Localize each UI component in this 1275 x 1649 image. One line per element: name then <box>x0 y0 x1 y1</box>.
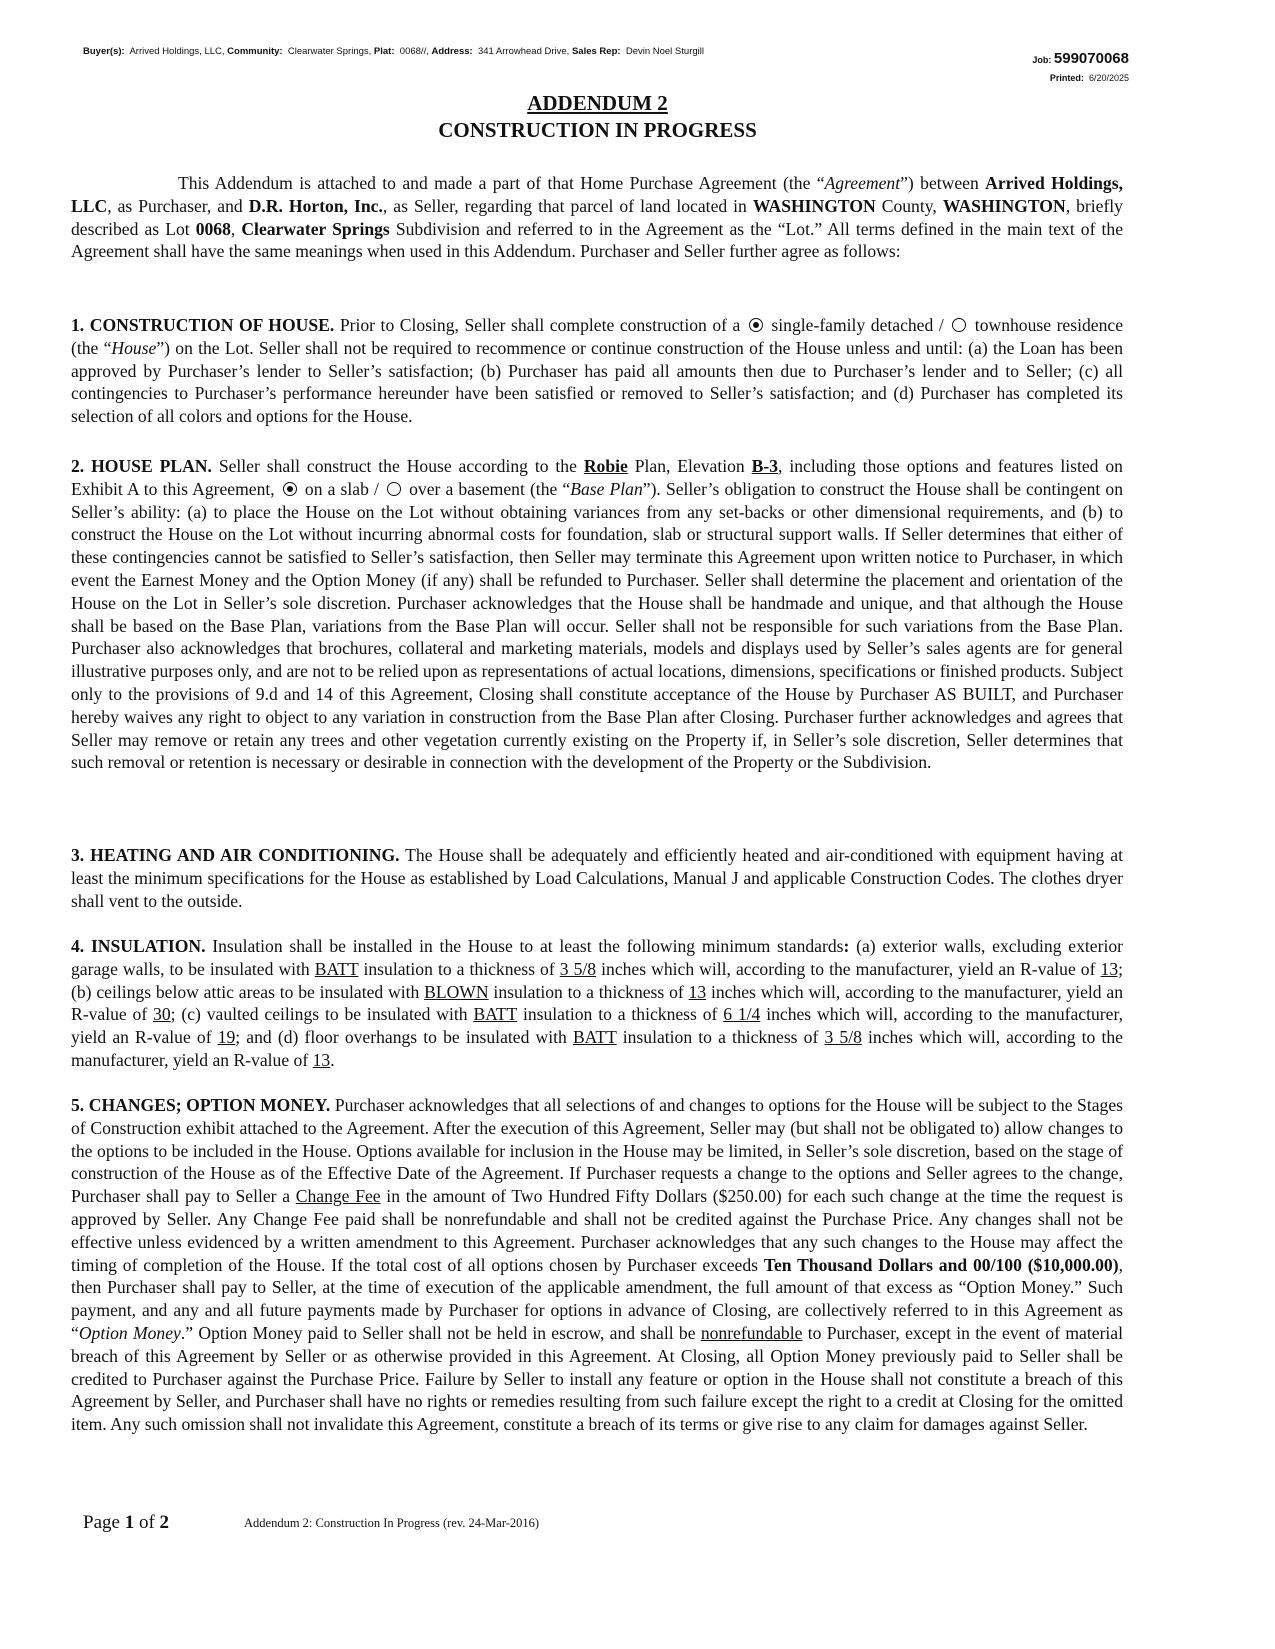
text-run: insulation to a thickness of <box>616 1027 825 1048</box>
text-run: Base Plan <box>570 478 643 499</box>
page-number <box>83 1512 169 1534</box>
text-run: Option Money <box>78 1322 181 1343</box>
text-run: Seller shall construct the House according to the <box>211 456 584 476</box>
text-run: 13; <box>1100 958 1123 979</box>
page-prefix: Page <box>83 1512 125 1533</box>
text-run: D.R. Horton, Inc. <box>248 195 383 216</box>
text-run: House <box>111 337 157 358</box>
text-run: single-family detached / <box>765 315 950 335</box>
page-total: 2 <box>159 1512 170 1533</box>
text-run: 5. CHANGES; OPTION MONEY. <box>71 1095 331 1115</box>
text-run: ; (c) vaulted ceilings to be insulated with <box>170 1004 474 1025</box>
text-run: . <box>330 1049 335 1070</box>
text-run: Insulation shall be installed in the House to at least the following minimum standards <box>205 936 844 956</box>
text-run: The House shall be adequately and efficiently heated and air-conditioned with equipment having at least the minimum specifications for the House as established by Load Calculations, Manual J and applicable Construction Codes. The clothes dryer shall vent to the outside. <box>71 845 1123 911</box>
text-run: .” Option Money paid to Seller shall not be held in escrow, and shall be <box>180 1322 701 1343</box>
job-number <box>1032 50 1129 67</box>
radio-unselected-icon <box>387 482 401 496</box>
text-run: 30 <box>153 1004 171 1025</box>
sales-rep-value: Devin Noel Sturgill <box>625 46 704 57</box>
address-value: 341 Arrowhead Drive, <box>477 46 570 57</box>
job-value: 599070068 <box>1053 50 1129 67</box>
header-info <box>83 46 704 57</box>
text-run: nonrefundable <box>700 1322 803 1343</box>
text-run: , then Purchaser shall pay to Seller, at the time of execution of the applicable amendment, the full amount of that excess as “Option Money.” Such payment, and any and all future payments made by Purchaser for options in advance of Closing, are collectively referred to in this Agreement as “ <box>71 1254 1123 1343</box>
document-title: ADDENDUM 2 <box>527 91 668 115</box>
paragraph-insulation <box>71 935 1123 1072</box>
text-run: inches which will, according to the manufacturer, yield an R-value of <box>71 1027 1123 1070</box>
text-run: insulation to a thickness of <box>358 958 560 979</box>
text-run: BLOWN <box>424 981 489 1002</box>
text-run: on a slab / <box>299 478 384 499</box>
form-revision: Addendum 2: Construction In Progress (rev. 24-Mar-2016) <box>244 1516 540 1530</box>
text-run: This Addendum is attached to and made a part of that Home Purchase Agreement (the “ <box>178 173 825 193</box>
text-run: Subdivision and referred to in the Agreement as the “Lot.” All terms defined in the main text of the Agreement shall have the same meanings when used in this Addendum. Purchaser and Seller further agree as follows: <box>71 218 1124 262</box>
printed-value: 6/20/2025 <box>1088 73 1129 83</box>
text-run: in the amount of Two Hundred Fifty Dollars ($250.00) for each such change at the time the request is approved by Seller. Any Change Fee paid shall be nonrefundable and shall not be credited against the Purchase Price. Any changes shall not be effective unless evidenced by a written amendment to this Agreement. Purchaser acknowledges that any such changes to the House may affect the timing of completion of the House. If the total cost of all options chosen by Purchaser exceeds <box>71 1186 1124 1275</box>
radio-unselected-icon <box>952 318 966 332</box>
text-run: 3 5/8 <box>824 1027 862 1048</box>
text-run: to Purchaser, except in the event of material breach of this Agreement by Seller or as otherwise provided in this Agreement. At Closing, all Option Money previously paid to Seller shall be credited to Purchaser against the Purchase Price. Failure by Seller to install any feature or option in the House shall not constitute a breach of this Agreement by Seller, and Purchaser shall have no rights or remedies resulting from such failure except the right to a credit at Closing for the omitted item. Any such omission shall not invalidate this Agreement, constitute a breach of its terms or give rise to any claim for damages against Seller. <box>71 1322 1124 1435</box>
text-run: Prior to Closing, Seller shall complete construction of a <box>334 315 746 335</box>
text-run: inches which will, according to the manufacturer, yield an R-value of <box>71 981 1124 1025</box>
text-run: 3. HEATING AND AIR CONDITIONING. <box>71 845 400 865</box>
text-run: Agreement <box>824 173 901 193</box>
text-run: 6 1/4 <box>723 1004 761 1025</box>
text-run: 4. INSULATION. <box>71 936 206 956</box>
printed-label: Printed: <box>1049 73 1084 83</box>
radio-selected-icon <box>283 482 297 496</box>
plat-value: 0068//, <box>399 46 429 57</box>
text-run: ”) between <box>900 173 986 193</box>
address-label: Address: <box>431 46 473 57</box>
text-run: Change Fee <box>295 1186 381 1207</box>
text-run: Plan, Elevation <box>627 456 752 476</box>
plat-label: Plat: <box>373 46 395 57</box>
buyers-label: Buyer(s): <box>83 46 125 57</box>
paragraph-intro <box>71 172 1123 263</box>
text-run: (a) exterior walls, excluding exterior garage walls, to be insulated with <box>71 936 1123 979</box>
text-run: : <box>843 936 850 956</box>
paragraph-heating <box>71 844 1123 912</box>
text-run: (b) ceilings below attic areas to be insulated with <box>71 981 425 1002</box>
text-run: insulation to a thickness of <box>488 981 689 1002</box>
sales-rep-label: Sales Rep: <box>571 46 621 57</box>
text-run: Clearwater Springs <box>241 218 390 239</box>
text-run: 2. HOUSE PLAN. <box>71 456 212 476</box>
text-run: , as Purchaser, and <box>107 195 249 216</box>
text-run: WASHINGTON <box>752 195 876 216</box>
page-of: of <box>134 1512 160 1533</box>
page-current: 1 <box>124 1512 135 1533</box>
text-run: Ten Thousand Dollars and 00/100 ($10,000.00) <box>763 1254 1119 1275</box>
text-run: Arrived Holdings, LLC <box>71 173 1123 216</box>
text-run: , including those options and features listed on Exhibit A to this Agreement, <box>71 456 1123 499</box>
text-run: Robie <box>583 456 628 476</box>
text-run: inches which will, according to the manufacturer, yield an R-value of <box>71 1004 1124 1048</box>
radio-selected-icon <box>749 318 763 332</box>
text-run: ; and (d) floor overhangs to be insulated with <box>235 1027 573 1048</box>
text-run: insulation to a thickness of <box>517 1004 724 1025</box>
text-run: over a basement (the “ <box>404 478 571 499</box>
community-label: Community: <box>227 46 283 57</box>
text-run: 1. CONSTRUCTION OF HOUSE. <box>71 315 335 335</box>
printed-date <box>1050 73 1129 83</box>
text-run: townhouse residence (the “ <box>71 315 1123 358</box>
text-run: WASHINGTON <box>942 195 1066 216</box>
paragraph-house-plan <box>71 455 1123 774</box>
job-label: Job: <box>1032 55 1052 65</box>
text-run: BATT <box>473 1004 518 1025</box>
text-run: 13 <box>312 1049 331 1070</box>
text-run: County, <box>875 195 943 216</box>
document-subtitle: CONSTRUCTION IN PROGRESS <box>438 118 757 142</box>
paragraph-changes <box>71 1094 1123 1436</box>
paragraph-construction-of-house <box>71 314 1123 428</box>
text-run: BATT <box>572 1027 617 1048</box>
text-run: BATT <box>314 958 359 979</box>
text-run: , as Seller, regarding that parcel of land located in <box>382 195 753 216</box>
text-run: 0068 <box>195 218 231 239</box>
community-value: Clearwater Springs, <box>287 46 372 57</box>
text-run: B-3 <box>751 456 779 476</box>
text-run: ”). Seller’s obligation to construct the House shall be contingent on Seller’s ability: (a) to place the House on the Lot without obtaining variances from any set-backs or other dimensional requirements, and (b) to construct the House on the Lot without incurring abnormal costs for foundation, slab or structural support walls. If Seller determines that either of these contingencies cannot be satisfied to Seller’s satisfaction, then Seller may terminate this Agreement upon written notice to Purchaser, in which event the Earnest Money and the Option Money (if any) shall be refunded to Purchaser. Seller shall determine the placement and orientation of the House on the Lot in Seller’s sole discretion. Purchaser acknowledges that the House shall be handmade and unique, and that although the House shall be based on the Base Plan, variations from the Base Plan will occur. Seller shall not be responsible for such variations from the Base Plan. Purchaser also acknowledges that brochures, collateral and marketing materials, models and displays used by Seller’s sales agents are for general illustrative purposes only, and are not to be relied upon as representations of actual locations, dimensions, specifications or finished products. Subject only to the provisions of 9.d and 14 of this Agreement, Closing shall constitute acceptance of the House by Purchaser AS BUILT, and Purchaser hereby waives any right to object to any variation in construction from the Base Plan after Closing. Purchaser further acknowledges and agrees that Seller may remove or retain any trees and other vegetation currently existing on the Property if, in Seller’s sole discretion, Seller determines that such removal or retention is necessary or desirable in connection with the development of the Property or the Subdivision. <box>71 478 1124 773</box>
text-run: Purchaser acknowledges that all selections of and changes to options for the House will be subject to the Stages of Construction exhibit attached to the Agreement. After the execution of this Agreement, Seller may (but shall not be obligated to) allow changes to the options to be included in the House. Options available for inclusion in the House may be limited, in Seller’s sole discretion, based on the stage of construction of the House as of the Effective Date of the Agreement. If Purchaser requests a change to the options and Seller agrees to the change, Purchaser shall pay to Seller a <box>71 1095 1123 1207</box>
text-run: 19 <box>217 1027 236 1048</box>
text-run: 13 <box>688 981 707 1002</box>
text-run: 3 5/8 <box>559 958 597 979</box>
text-run: inches which will, according to the manufacturer, yield an R-value of <box>596 958 1101 979</box>
buyers-value: Arrived Holdings, LLC, <box>129 46 225 57</box>
text-run: ”) on the Lot. Seller shall not be required to recommence or continue construction of the House unless and until: (a) the Loan has been approved by Purchaser’s lender to Seller’s satisfaction; (b) Purchaser has paid all amounts then due to Purchaser’s lender and to Seller; (c) all contingencies to Purchaser’s performance hereunder have been satisfied or removed to Seller’s satisfaction; and (d) Purchaser has completed its selection of all colors and options for the House. <box>71 337 1123 427</box>
text-run: , <box>230 218 242 239</box>
text-run: , briefly described as Lot <box>71 195 1123 239</box>
